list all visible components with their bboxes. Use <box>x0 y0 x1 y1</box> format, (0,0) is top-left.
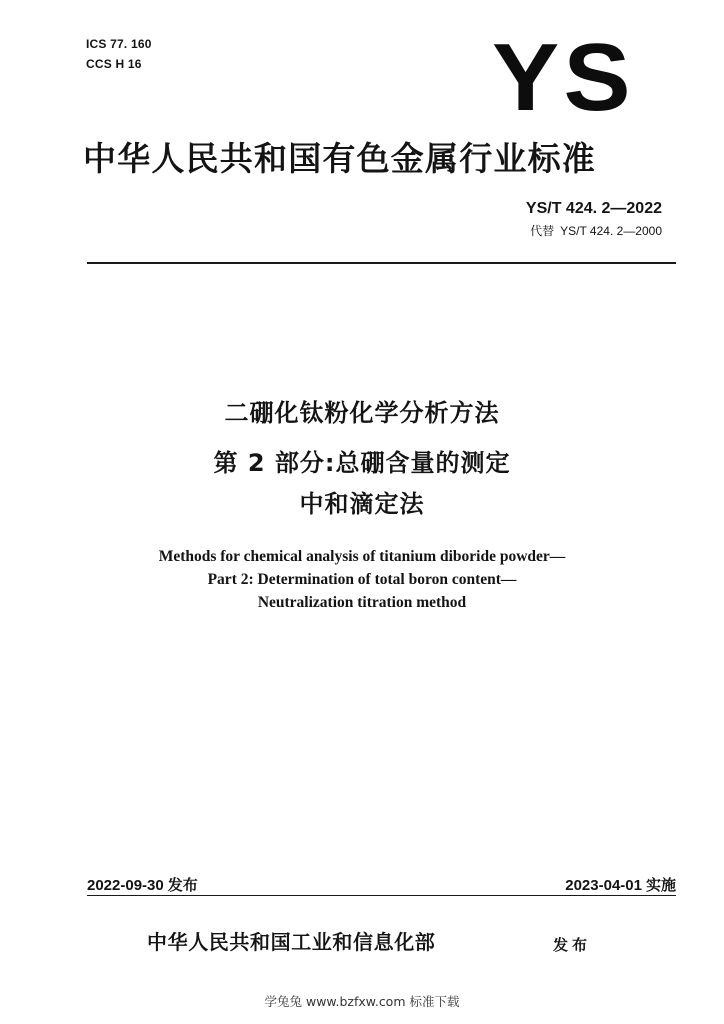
cn-title-line-2: 第 2 部分:总硼含量的测定 <box>213 449 511 477</box>
ics-code: ICS 77. 160 <box>86 37 152 51</box>
publish-label: 发布 <box>553 936 592 954</box>
footer-divider <box>87 895 676 896</box>
issue-label: 发布 <box>167 876 198 894</box>
header-divider <box>87 262 676 264</box>
en-title-line-2: Part 2: Determination of total boron content— <box>207 571 517 588</box>
replaces-label: 代替 <box>530 224 555 238</box>
ccs-code: CCS H 16 <box>86 57 142 71</box>
standard-code: YS/T 424. 2—2022 <box>525 200 662 217</box>
issuing-authority: 中华人民共和国工业和信息化部 <box>147 930 436 954</box>
issue-date-line <box>87 876 198 895</box>
standard-category-title: 中华人民共和国有色金属行业标准 <box>83 139 596 178</box>
implementation-date: 2023-04-01 <box>565 877 642 894</box>
ys-logo: YS <box>492 24 635 131</box>
issue-date: 2022-09-30 <box>87 877 164 894</box>
watermark-text: 学兔兔 www.bzfxw.com 标准下载 <box>264 994 460 1009</box>
cn-title-line-1: 二硼化钛粉化学分析方法 <box>224 399 500 427</box>
replaces-line <box>530 222 662 240</box>
cn-title-line-3: 中和滴定法 <box>299 490 425 518</box>
classification-codes <box>86 34 152 74</box>
english-title <box>0 545 724 614</box>
en-title-line-3: Neutralization titration method <box>257 594 467 611</box>
implementation-date-line <box>565 876 676 895</box>
implementation-label: 实施 <box>645 876 676 894</box>
replaces-code: YS/T 424. 2—2000 <box>560 224 662 238</box>
en-title-line-1: Methods for chemical analysis of titanium diboride powder— <box>158 548 566 565</box>
